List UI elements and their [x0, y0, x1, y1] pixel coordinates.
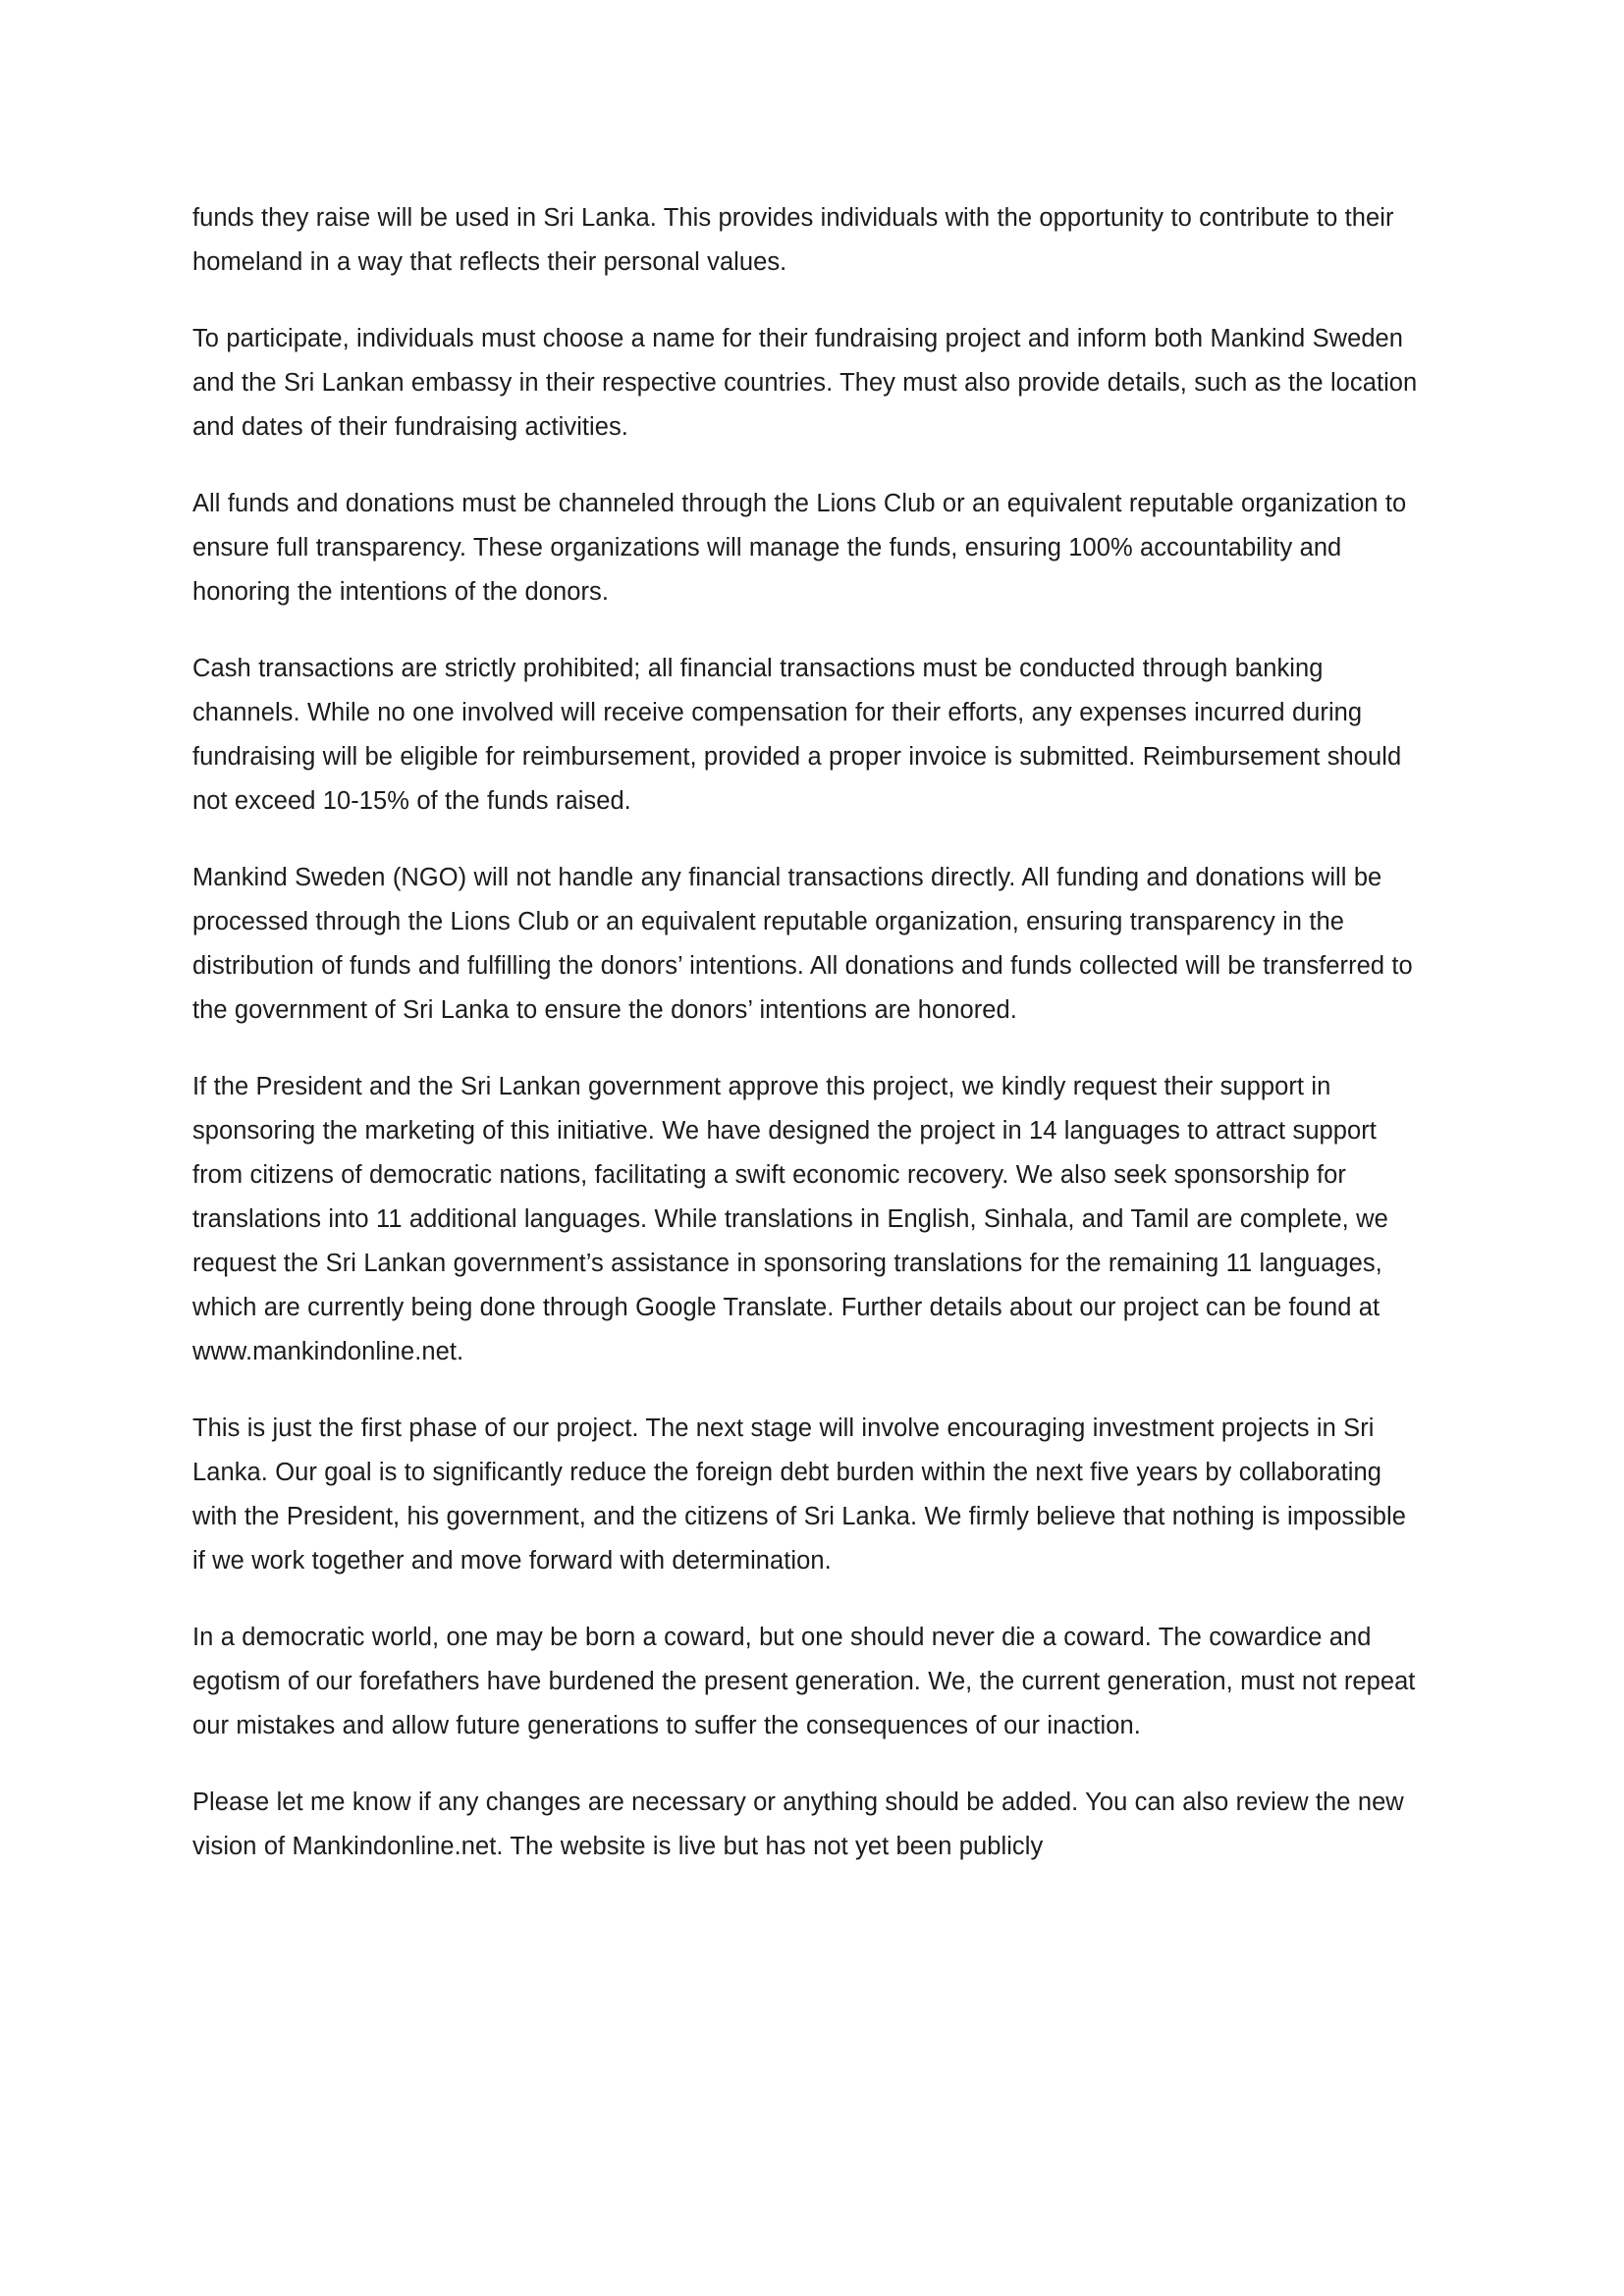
paragraph: All funds and donations must be channeled through the Lions Club or an equivalent reputable organization to ensure full transparency. These organizations will manage the funds, ensuring 100% accountability and honoring the intentions of the donors. — [192, 490, 1407, 606]
paragraph: To participate, individuals must choose a name for their fundraising project and inform both Mankind Sweden and the Sri Lankan embassy in their respective countries. They must also provide details, such as the location and dates of their fundraising activities. — [192, 325, 1418, 441]
paragraph: Cash transactions are strictly prohibited; all financial transactions must be conducted through banking channels. While no one involved will receive compensation for their efforts, any expenses incurred during fundraising will be eligible for reimbursement, provided a proper invoice is submitted. Reimbursement should not exceed 10-15% of the funds raised. — [192, 655, 1402, 815]
document-body — [192, 196, 1425, 1869]
paragraph: Mankind Sweden (NGO) will not handle any financial transactions directly. All funding and donations will be processed through the Lions Club or an equivalent reputable organization, ensuring transparency in the distribution of funds and fulfilling the donors’ intentions. All donations and funds collected will be transferred to the government of Sri Lanka to ensure the donors’ intentions are honored. — [192, 864, 1413, 1024]
paragraph: In a democratic world, one may be born a coward, but one should never die a coward. The cowardice and egotism of our forefathers have burdened the present generation. We, the current generation, must not repeat our mistakes and allow future generations to suffer the consequences of our inaction. — [192, 1624, 1416, 1739]
paragraph: This is just the first phase of our project. The next stage will involve encouraging investment projects in Sri Lanka. Our goal is to significantly reduce the foreign debt burden within the next five years by collaborating with the President, his government, and the citizens of Sri Lanka. We firmly believe that nothing is impossible if we work together and move forward with determination. — [192, 1415, 1406, 1575]
paragraph: Please let me know if any changes are necessary or anything should be added. You can also review the new vision of Mankindonline.net. The website is live but has not yet been publicly — [192, 1789, 1404, 1860]
paragraph: funds they raise will be used in Sri Lanka. This provides individuals with the opportunity to contribute to their homeland in a way that reflects their personal values. — [192, 204, 1394, 276]
paragraph: If the President and the Sri Lankan government approve this project, we kindly request their support in sponsoring the marketing of this initiative. We have designed the project in 14 languages to attract support from citizens of democratic nations, facilitating a swift economic recovery. We also seek sponsorship for translations into 11 additional languages. While translations in English, Sinhala, and Tamil are complete, we request the Sri Lankan government’s assistance in sponsoring translations for the remaining 11 languages, which are currently being done through Google Translate. Further details about our project can be found at www.mankindonline.net. — [192, 1073, 1388, 1365]
